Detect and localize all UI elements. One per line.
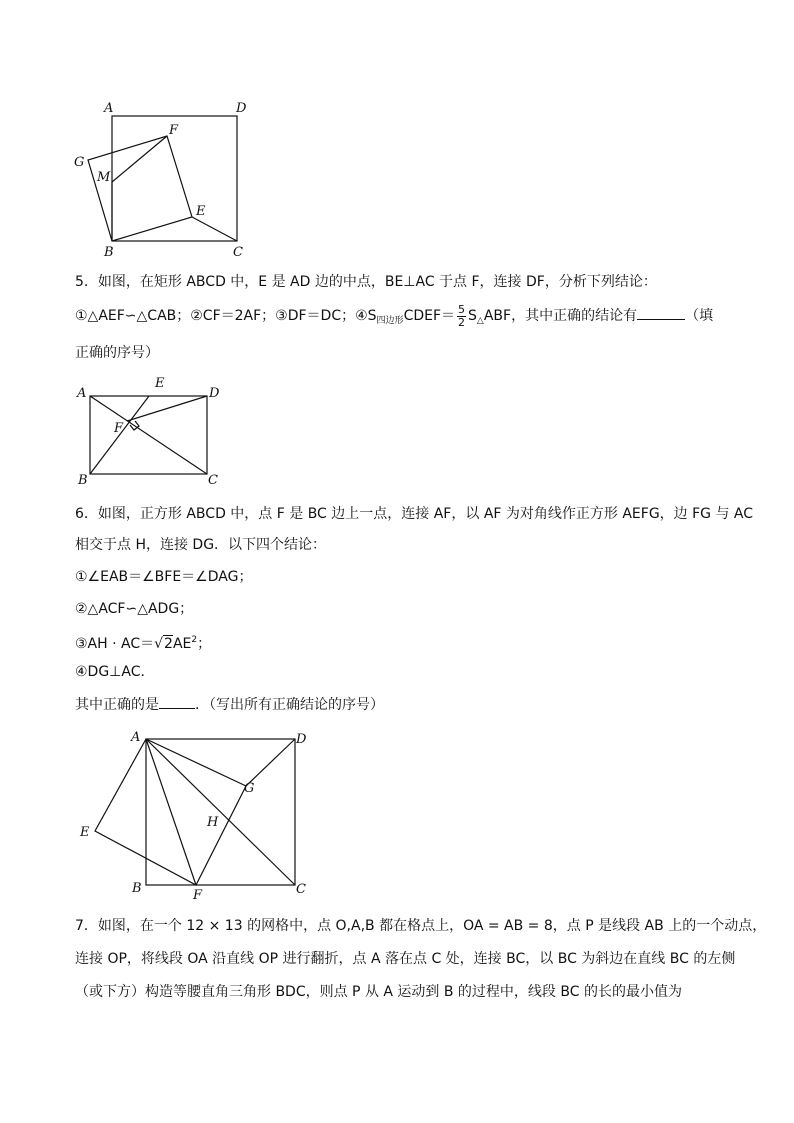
label-a: A bbox=[131, 730, 141, 745]
label-a: A bbox=[77, 386, 87, 401]
q6-stmt2: ②△ACF∽△ADG； bbox=[75, 601, 194, 617]
q5-fraction: $\frac{5}{2}$ bbox=[458, 302, 466, 329]
q5-line1: 5．如图，在矩形 ABCD 中，E 是 AD 边的中点，BE⊥AC 于点 F，连接 DF，分析下列结论： bbox=[75, 274, 657, 290]
label-h: H bbox=[207, 815, 219, 830]
q6-stmt1: ①∠EAB＝∠BFE＝∠DAG； bbox=[75, 569, 253, 585]
q5-c1-s: S bbox=[468, 308, 477, 324]
label-c: C bbox=[208, 473, 218, 488]
label-e: E bbox=[196, 204, 206, 219]
label-d: D bbox=[209, 386, 220, 401]
q6-line2: 相交于点 H，连接 DG．以下四个结论： bbox=[75, 537, 327, 553]
q7-line1: 7．如图，在一个 12 × 13 的网格中，点 O,A,B 都在格点上，OA = AB = 8，点 P 是线段 AB 上的一个动点， bbox=[75, 918, 767, 934]
q7-line3: （或下方）构造等腰直角三角形 BDC，则点 P 从 A 运动到 B 的过程中，线段 BC 的长的最小值为 bbox=[75, 984, 682, 1000]
q5-c1-s-sub: △ bbox=[476, 316, 484, 326]
label-d: D bbox=[296, 732, 307, 747]
label-e: E bbox=[80, 825, 90, 840]
label-f: F bbox=[169, 123, 179, 138]
q5-c1-sub: 四边形 bbox=[376, 316, 404, 326]
label-d: D bbox=[236, 101, 247, 116]
q5-c1-end: （填 bbox=[685, 308, 714, 324]
label-f: F bbox=[114, 421, 124, 436]
label-c: C bbox=[296, 882, 306, 897]
label-g: G bbox=[244, 781, 255, 796]
label-a: A bbox=[104, 101, 114, 116]
q5-line3: 正确的序号） bbox=[75, 345, 159, 361]
segment-dg bbox=[246, 739, 295, 786]
label-b: B bbox=[104, 245, 114, 260]
q6-line1: 6．如图，正方形 ABCD 中，点 F 是 BC 边上一点，连接 AF，以 AF 为对角线作正方形 AEFG，边 FG 与 AC bbox=[75, 506, 754, 522]
q5-c1: ①△AEF∽△CAB；②CF＝2AF；③DF＝DC；④S bbox=[75, 308, 377, 324]
label-c: C bbox=[233, 245, 243, 260]
diagonal-af bbox=[146, 739, 196, 885]
q5-c1-tail: ABF，其中正确的结论有 bbox=[483, 308, 638, 324]
sqrt-symbol: √2 bbox=[154, 636, 173, 652]
q6-question: 其中正确的是 ．（写出所有正确结论的序号） bbox=[75, 694, 384, 715]
q5-c1-mid: CDEF＝ bbox=[403, 308, 456, 324]
label-g: G bbox=[74, 155, 85, 170]
q6-stmt4: ④DG⊥AC． bbox=[75, 664, 155, 680]
label-f: F bbox=[193, 888, 203, 903]
label-m: M bbox=[97, 170, 111, 185]
q6-stmt3: ③AH · $AC=√2AE^2$； bbox=[75, 635, 212, 652]
q7-line2: 连接 OP，将线段 OA 沿直线 OP 进行翻折，点 A 落在点 C 处，连接 BC，以 BC 为斜边在直线 BC 的左侧 bbox=[75, 951, 736, 967]
label-b: B bbox=[78, 473, 88, 488]
label-b: B bbox=[132, 881, 142, 896]
label-e: E bbox=[155, 376, 165, 391]
